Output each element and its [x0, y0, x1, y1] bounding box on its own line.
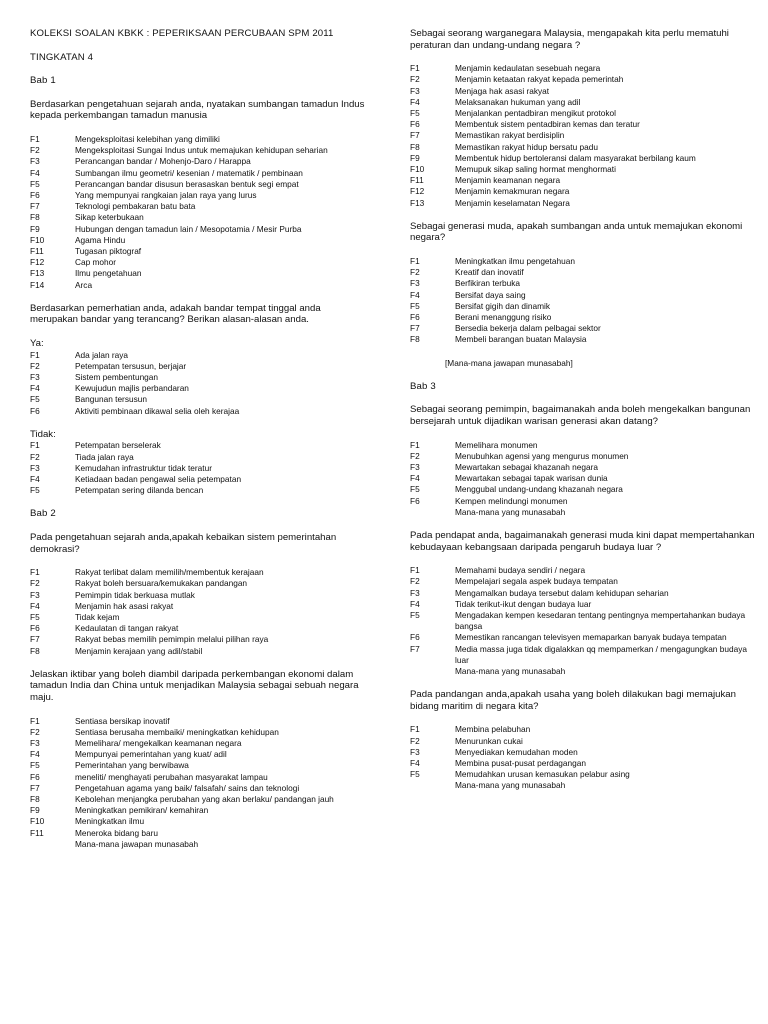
answer-text: Ilmu pengetahuan	[75, 268, 142, 279]
answer-code: F8	[410, 334, 420, 345]
answer-code: F10	[410, 164, 425, 175]
answer-item	[410, 666, 755, 677]
answer-text: Memudahkan urusan kemasukan pelabur asing	[455, 769, 630, 780]
answer-code: F1	[410, 256, 420, 267]
answer-code: F5	[410, 108, 420, 118]
answer-text: Petempatan tersusun, berjajar	[75, 360, 187, 371]
answer-item	[30, 590, 370, 601]
answer-item	[30, 372, 370, 383]
answer-text: Berfikiran terbuka	[455, 278, 521, 289]
answer-list	[410, 256, 755, 346]
answer-item	[30, 168, 370, 179]
answer-text: Yang mempunyai rangkaian jalan raya yang lurus	[75, 189, 257, 200]
answer-code: F13	[30, 268, 45, 279]
answer-code: F7	[30, 634, 40, 645]
answer-code: F9	[30, 805, 40, 816]
answer-text: Pemerintahan yang berwibawa	[75, 760, 189, 771]
answer-item	[30, 268, 370, 279]
answer-item	[410, 632, 755, 643]
answer-text: Menjamin hak asasi rakyat	[75, 600, 174, 611]
answer-text: Petempatan berselerak	[75, 440, 161, 451]
answer-item	[30, 134, 370, 145]
answer-list	[30, 567, 370, 657]
answer-code: F8	[30, 645, 40, 656]
answer-text: Meningkatkan ilmu pengetahuan	[455, 256, 575, 267]
answer-code: F6	[30, 623, 40, 634]
answer-item	[410, 86, 755, 97]
left-column	[30, 28, 370, 862]
answer-code: F6	[30, 405, 40, 416]
answer-code: F11	[410, 175, 424, 186]
answer-subheading: Ya:	[30, 338, 44, 349]
answer-item	[410, 97, 755, 108]
answer-code: F11	[30, 827, 44, 838]
answer-code: F1	[410, 439, 420, 450]
answer-code: F10	[30, 234, 45, 245]
answer-item	[410, 576, 755, 587]
answer-code: F2	[30, 726, 40, 737]
answer-item	[410, 736, 755, 747]
answer-item	[410, 63, 755, 74]
question-text: Berdasarkan pemerhatian anda, adakah bandar tempat tinggal anda merupakan bandar yang terancang? Berikan alasan-alasan anda.	[30, 302, 321, 326]
answer-text: Memastikan rakyat hidup bersatu padu	[455, 141, 598, 152]
question-text: Pada pendapat anda, bagaimanakah generasi muda kini dapat mempertahankan kebudayaan kebangsaan daripada pengaruh budaya luar ?	[410, 530, 755, 553]
answer-item	[30, 394, 370, 405]
answer-text: Menjamin kemakmuran negara	[455, 186, 570, 197]
question-text: Sebagai seorang pemimpin, bagaimanakah anda boleh mengekalkan bangunan bersejarah untuk dijadikan warisan generasi akan datang?	[410, 404, 751, 428]
answer-item	[410, 323, 755, 334]
answer-text: Agama Hindu	[75, 234, 126, 245]
answer-item	[410, 747, 755, 758]
answer-code: F2	[30, 578, 40, 589]
answer-code: F4	[30, 600, 40, 611]
answer-item	[410, 186, 755, 197]
answer-code: F4	[410, 289, 420, 300]
answer-item	[410, 119, 755, 130]
answer-item	[30, 224, 370, 235]
answer-code: F1	[410, 63, 420, 74]
answer-text: Menjalankan pentadbiran mengikut protokol	[455, 108, 616, 118]
question-text: Sebagai seorang warganegara Malaysia, mengapakah kita perlu mematuhi peraturan dan undang-undang negara ?	[410, 28, 729, 51]
answer-code: F4	[410, 96, 420, 107]
answer-code: F2	[30, 451, 40, 462]
answer-text: Menjamin kerajaan yang adil/stabil	[75, 645, 203, 656]
answer-text: Membentuk hidup bertoleransi dalam masyarakat berbilang kaum	[455, 152, 696, 163]
answer-item	[410, 496, 755, 507]
section-heading: Bab 1	[30, 75, 56, 87]
answer-code: F5	[410, 769, 420, 780]
answer-item	[30, 156, 370, 167]
answer-item	[30, 805, 370, 816]
answer-code: F3	[30, 738, 40, 749]
answer-text: Menyediakan kemudahan moden	[455, 746, 578, 757]
answer-code: F13	[410, 197, 425, 208]
answer-code: F14	[30, 279, 45, 290]
answer-text: Kedaulatan di tangan rakyat	[75, 623, 179, 634]
answer-text: Sentiasa berusaha membaiki/ meningkatkan kehidupan	[75, 726, 279, 737]
answer-text: Membeli barangan buatan Malaysia	[455, 334, 587, 345]
answer-item	[410, 164, 755, 175]
answer-item	[410, 565, 755, 576]
answer-item	[410, 278, 755, 289]
answer-list	[410, 440, 755, 518]
answer-text: Sumbangan ilmu geometri/ kesenian / matematik / pembinaan	[75, 167, 303, 178]
question-text: Berdasarkan pengetahuan sejarah anda, nyatakan sumbangan tamadun Indus kepada perkembangan tamadun manusia	[30, 98, 365, 122]
answer-item	[30, 440, 370, 451]
answer-text: Memahami budaya sendiri / negara	[455, 565, 586, 576]
answer-item	[30, 634, 370, 645]
answer-code: F2	[410, 735, 420, 746]
answer-text: Tiada jalan raya	[75, 451, 134, 462]
answer-code: F8	[30, 794, 40, 805]
answer-text: Memelihara/ mengekalkan keamanan negara	[75, 738, 242, 749]
answer-item	[30, 383, 370, 394]
answer-text: Meningkatkan pemikiran/ kemahiran	[75, 805, 209, 816]
answer-item	[30, 772, 370, 783]
answer-item	[30, 760, 370, 771]
answer-text: Berani menanggung risiko	[455, 312, 552, 323]
answer-list	[410, 565, 755, 677]
answer-item	[30, 190, 370, 201]
answer-item	[30, 452, 370, 463]
answer-text: Rakyat bebas memilih pemimpin melalui pilihan raya	[75, 634, 269, 645]
answer-text: Rakyat terlibat dalam memilih/membentuk kerajaan	[75, 567, 264, 578]
answer-code: F7	[410, 643, 420, 654]
answer-item	[410, 175, 755, 186]
answer-list	[30, 134, 370, 291]
answer-text: Kreatif dan inovatif	[455, 267, 524, 278]
answer-text: Bangunan tersusun	[75, 394, 147, 405]
answer-item	[410, 484, 755, 495]
answer-item	[30, 246, 370, 257]
answer-code: F6	[410, 632, 420, 643]
section-heading: TINGKATAN 4	[30, 51, 94, 63]
answer-code: F1	[30, 133, 40, 144]
answer-code: F6	[410, 312, 420, 323]
answer-text: Mengamalkan budaya tersebut dalam kehidupan seharian	[455, 587, 669, 598]
answer-item	[410, 780, 755, 791]
answer-text: Ada jalan raya	[75, 349, 129, 360]
answer-code: F3	[30, 372, 40, 382]
answer-item	[410, 108, 755, 119]
answer-item	[410, 198, 755, 209]
answer-item	[410, 644, 755, 666]
answer-text: Arca	[75, 279, 93, 290]
answer-item	[410, 473, 755, 484]
answer-code: F6	[410, 495, 420, 506]
answer-text: Mempelajari segala aspek budaya tempatan	[455, 576, 618, 587]
answer-code: F2	[30, 360, 40, 371]
question-text: Pada pengetahuan sejarah anda,apakah kebaikan sistem pemerintahan demokrasi?	[30, 532, 337, 555]
answer-text: Mewartakan sebagai tapak warisan dunia	[455, 473, 608, 484]
answer-item	[30, 257, 370, 268]
answer-item	[30, 623, 370, 634]
answer-item	[30, 474, 370, 485]
answer-code: F5	[30, 178, 40, 189]
answer-item	[410, 588, 755, 599]
answer-code: F8	[410, 141, 420, 152]
answer-code: F4	[30, 383, 40, 394]
answer-text: Mana-mana yang munasabah	[455, 780, 566, 791]
answer-item	[30, 145, 370, 156]
answer-text: Mengeksploitasi kelebihan yang dimiliki	[75, 133, 220, 144]
answer-text: Menggubal undang-undang khazanah negara	[455, 484, 623, 495]
answer-code: F1	[30, 715, 40, 726]
answer-item	[30, 485, 370, 496]
answer-item	[30, 783, 370, 794]
question-text: Jelaskan iktibar yang boleh diambil daripada perkembangan ekonomi dalam tamadun India dan China untuk menjadikan Malaysia sebagai sebuah negara maju.	[30, 668, 359, 704]
section-heading: Bab 3	[410, 380, 436, 392]
answer-text: Menjamin kedaulatan sesebuah negara	[455, 63, 601, 74]
answer-item	[30, 361, 370, 372]
answer-code: F3	[410, 587, 420, 598]
answer-text: Perancangan bandar / Mohenjo-Daro / Harappa	[75, 156, 251, 167]
answer-text: Sentiasa bersikap inovatif	[75, 715, 170, 726]
answer-code: F1	[30, 440, 40, 451]
answer-item	[30, 578, 370, 589]
answer-item	[410, 153, 755, 164]
answer-item	[410, 256, 755, 267]
answer-code: F9	[30, 223, 40, 234]
answer-text: Menjamin keamanan negara	[455, 175, 561, 186]
answer-code: F7	[410, 323, 420, 334]
answer-text: Memestikan rancangan televisyen memaparkan banyak budaya tempatan	[455, 632, 727, 643]
answer-list	[30, 440, 370, 496]
answer-code: F2	[410, 450, 420, 461]
answer-subheading: Tidak:	[30, 428, 56, 440]
answer-code: F4	[30, 749, 40, 760]
answer-code: F7	[410, 130, 420, 141]
answer-code	[30, 839, 75, 850]
question-text: Pada pandangan anda,apakah usaha yang boleh dilakukan bagi memajukan bidang maritim di negara kita?	[410, 689, 736, 712]
answer-code: F4	[410, 758, 420, 769]
answer-text: Bersifat daya saing	[455, 289, 526, 300]
answer-code: F9	[410, 152, 420, 163]
answer-text: Tidak kejam	[75, 612, 120, 623]
answer-code: F1	[30, 567, 40, 578]
answer-note-wrap	[410, 358, 755, 369]
answer-text: Rakyat boleh bersuara/kemukakan pandangan	[75, 578, 248, 589]
answer-item	[30, 839, 370, 850]
answer-list	[410, 63, 755, 209]
answer-item	[30, 280, 370, 291]
answer-code: F5	[30, 612, 40, 623]
answer-item	[410, 130, 755, 141]
answer-text: Aktiviti pembinaan dikawal selia oleh kerajaa	[75, 405, 240, 416]
answer-item	[410, 599, 755, 610]
answer-text: Mana-mana yang munasabah	[455, 666, 566, 677]
answer-item	[410, 440, 755, 451]
answer-item	[30, 828, 370, 839]
answer-code	[410, 507, 455, 518]
answer-text: Media massa juga tidak digalakkan qq mempamerkan / mengagungkan budaya luar	[455, 643, 747, 665]
answer-text: Kebolehan menjangka perubahan yang akan berlaku/ pandangan jauh	[75, 794, 334, 805]
answer-list	[30, 350, 370, 417]
answer-code: F5	[410, 610, 420, 621]
answer-item	[30, 716, 370, 727]
answer-item	[30, 749, 370, 760]
answer-text: Tidak terikut-ikut dengan budaya luar	[455, 598, 592, 609]
answer-code: F3	[410, 85, 420, 96]
answer-code: F5	[30, 394, 40, 405]
answer-text: Menjamin keselamatan Negara	[455, 197, 570, 208]
question-text: Sebagai generasi muda, apakah sumbangan anda untuk memajukan ekonomi negara?	[410, 220, 743, 244]
right-column	[410, 28, 755, 804]
answer-list	[30, 716, 370, 850]
answer-text: Sistem pembentungan	[75, 372, 159, 382]
answer-text: Membina pusat-pusat perdagangan	[455, 758, 586, 769]
answer-text: Meneroka bidang baru	[75, 827, 159, 838]
answer-text: meneliti/ menghayati perubahan masyarakat lampau	[75, 771, 268, 782]
answer-text: Menjaga hak asasi rakyat	[455, 85, 550, 96]
section-heading: KOLEKSI SOALAN KBKK : PEPERIKSAAN PERCUBAAN SPM 2011	[30, 28, 334, 39]
answer-text: Mempunyai pemerintahan yang kuat/ adil	[75, 749, 227, 760]
answer-item	[410, 610, 755, 632]
answer-item	[30, 406, 370, 417]
answer-code: F7	[30, 782, 40, 793]
answer-code: F6	[30, 771, 40, 782]
answer-item	[410, 290, 755, 301]
answer-text: Mewartakan sebagai khazanah negara	[455, 462, 598, 473]
answer-item	[410, 142, 755, 153]
answer-text: Membentuk sistem pentadbiran kemas dan teratur	[455, 119, 640, 130]
answer-text: Mana-mana yang munasabah	[455, 506, 566, 517]
answer-item	[30, 738, 370, 749]
answer-code: F2	[410, 267, 420, 278]
answer-code: F4	[410, 598, 420, 609]
answer-text: Memelihara monumen	[455, 439, 538, 450]
answer-text: Ketiadaan badan pengawal selia petempatan	[75, 474, 242, 485]
answer-item	[30, 350, 370, 361]
answer-item	[30, 601, 370, 612]
answer-code: F7	[30, 201, 40, 212]
answer-text: Bersedia bekerja dalam pelbagai sektor	[455, 323, 601, 334]
answer-text: Mengadakan kempen kesedaran tentang pentingnya mempertahankan budaya bangsa	[455, 610, 746, 632]
answer-code: F2	[30, 145, 40, 156]
answer-code: F3	[30, 462, 40, 473]
answer-text: Menjamin ketaatan rakyat kepada pemerintah	[455, 74, 624, 85]
answer-note: [Mana-mana jawapan munasabah]	[445, 357, 573, 368]
answer-text: Menurunkan cukai	[455, 735, 523, 746]
answer-item	[30, 612, 370, 623]
answer-item	[30, 235, 370, 246]
answer-code	[410, 666, 455, 677]
answer-item	[410, 507, 755, 518]
answer-code: F3	[30, 589, 40, 600]
answer-item	[30, 727, 370, 738]
answer-code: F3	[30, 156, 40, 167]
answer-item	[410, 451, 755, 462]
answer-item	[30, 567, 370, 578]
answer-code: F11	[30, 246, 44, 256]
answer-code: F5	[410, 484, 420, 495]
answer-item	[30, 646, 370, 657]
section-heading: Bab 2	[30, 508, 56, 520]
answer-code: F1	[410, 724, 420, 735]
answer-text: Perancangan bandar disusun berasaskan bentuk segi empat	[75, 178, 299, 189]
answer-item	[30, 212, 370, 223]
answer-item	[30, 201, 370, 212]
answer-item	[30, 816, 370, 827]
answer-code: F6	[30, 189, 40, 200]
answer-code: F4	[30, 167, 40, 178]
answer-item	[410, 334, 755, 345]
answer-text: Kempen melindungi monumen	[455, 495, 568, 506]
answer-text: Mana-mana jawapan munasabah	[75, 838, 199, 849]
answer-text: Pengetahuan agama yang baik/ falsafah/ sains dan teknologi	[75, 782, 300, 793]
answer-code: F2	[410, 74, 420, 85]
answer-text: Tugasan piktograf	[75, 246, 142, 256]
answer-code: F4	[30, 474, 40, 485]
answer-item	[410, 312, 755, 323]
answer-text: Membina pelabuhan	[455, 724, 531, 735]
answer-code: F8	[30, 212, 40, 223]
answer-text: Mengeksploitasi Sungai Indus untuk memajukan kehidupan seharian	[75, 145, 328, 156]
answer-text: Menubuhkan agensi yang mengurus monumen	[455, 450, 629, 461]
answer-code: F6	[410, 119, 420, 130]
answer-code: F1	[410, 565, 420, 576]
answer-text: Kewujudun majlis perbandaran	[75, 383, 189, 394]
answer-code: F10	[30, 816, 45, 827]
answer-code: F3	[410, 462, 420, 473]
answer-text: Memupuk sikap saling hormat menghormati	[455, 164, 616, 175]
answer-item	[410, 724, 755, 735]
answer-item	[410, 74, 755, 85]
answer-text: Melaksanakan hukuman yang adil	[455, 96, 581, 107]
answer-text: Cap mohor	[75, 257, 117, 268]
answer-item	[410, 769, 755, 780]
answer-list	[410, 724, 755, 791]
answer-text: Hubungan dengan tamadun lain / Mesopotamia / Mesir Purba	[75, 223, 302, 234]
answer-code: F2	[410, 576, 420, 587]
answer-text: Petempatan sering dilanda bencan	[75, 485, 204, 496]
answer-item	[410, 267, 755, 278]
answer-code: F12	[410, 186, 425, 197]
answer-item	[410, 758, 755, 769]
answer-code: F12	[30, 257, 45, 268]
answer-text: Pemimpin tidak berkuasa mutlak	[75, 589, 195, 600]
answer-text: Memastikan rakyat berdisiplin	[455, 130, 565, 141]
answer-code: F5	[30, 485, 40, 496]
answer-item	[30, 794, 370, 805]
answer-item	[410, 462, 755, 473]
answer-text: Bersifat gigih dan dinamik	[455, 300, 551, 311]
answer-item	[30, 463, 370, 474]
answer-code: F3	[410, 746, 420, 757]
answer-code: F3	[410, 278, 420, 289]
answer-text: Sikap keterbukaan	[75, 212, 144, 223]
answer-item	[30, 179, 370, 190]
answer-code: F5	[410, 300, 420, 311]
answer-code: F4	[410, 473, 420, 484]
answer-text: Meningkatkan ilmu	[75, 816, 145, 827]
answer-code: F5	[30, 760, 40, 771]
answer-code	[410, 780, 455, 791]
answer-text: Kemudahan infrastruktur tidak teratur	[75, 462, 212, 473]
answer-item	[410, 301, 755, 312]
answer-code: F1	[30, 349, 40, 360]
answer-text: Teknologi pembakaran batu bata	[75, 201, 196, 212]
